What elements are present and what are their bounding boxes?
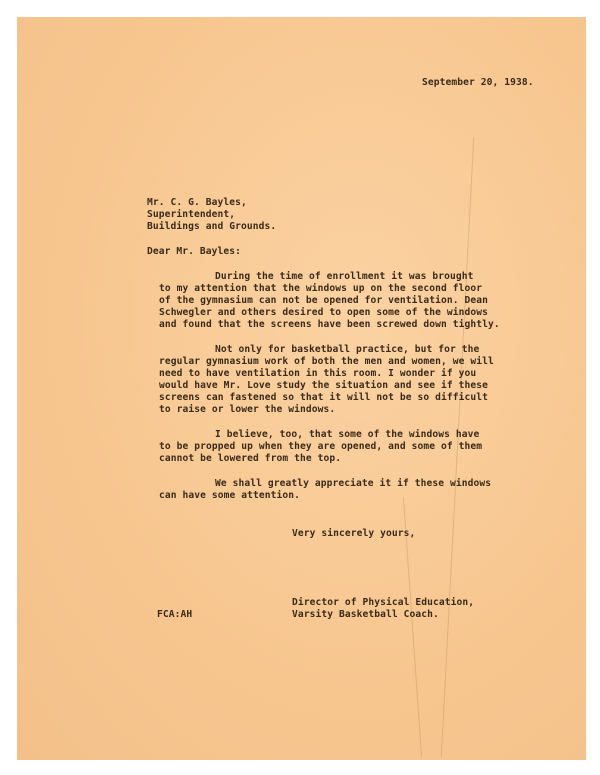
body-line: and found that the screens have been screwed down tightly. — [159, 319, 500, 330]
body-line: Schwegler and others desired to open some of the windows — [159, 307, 489, 318]
body-line: regular gymnasium work of both the men and women, we will — [159, 356, 494, 367]
body-line: During the time of enrollment it was brought — [215, 271, 474, 282]
body-line: can have some attention. — [159, 490, 301, 501]
address-line: Superintendent, — [147, 209, 236, 220]
closing: Very sincerely yours, — [292, 528, 416, 539]
letter-page — [17, 17, 586, 760]
body-line: of the gymnasium can not be opened for ventilation. Dean — [159, 295, 489, 306]
body-line: would have Mr. Love study the situation and see if these — [159, 380, 489, 391]
salutation: Dear Mr. Bayles: — [147, 246, 242, 257]
body-line: to be propped up when they are opened, and some of them — [159, 441, 483, 452]
signature-title: Director of Physical Education, — [292, 597, 475, 608]
signature-title: Varsity Basketball Coach. — [292, 609, 439, 620]
body-line: Not only for basketball practice, but for the — [215, 344, 480, 355]
letter-date: September 20, 1938. — [422, 77, 534, 88]
body-line: We shall greatly appreciate it if these windows — [215, 478, 492, 489]
body-line: need to have ventilation in this room. I wonder if you — [159, 368, 477, 379]
address-line: Buildings and Grounds. — [147, 221, 277, 232]
address-line: Mr. C. G. Bayles, — [147, 197, 247, 208]
body-line: I believe, too, that some of the windows have — [215, 429, 480, 440]
body-line: to my attention that the windows up on the second floor — [159, 283, 483, 294]
reference-initials: FCA:AH — [157, 609, 193, 620]
body-line: to raise or lower the windows. — [159, 404, 336, 415]
body-line: cannot be lowered from the top. — [159, 453, 342, 464]
body-line: screens can fastened so that it will not be so difficult — [159, 392, 489, 403]
